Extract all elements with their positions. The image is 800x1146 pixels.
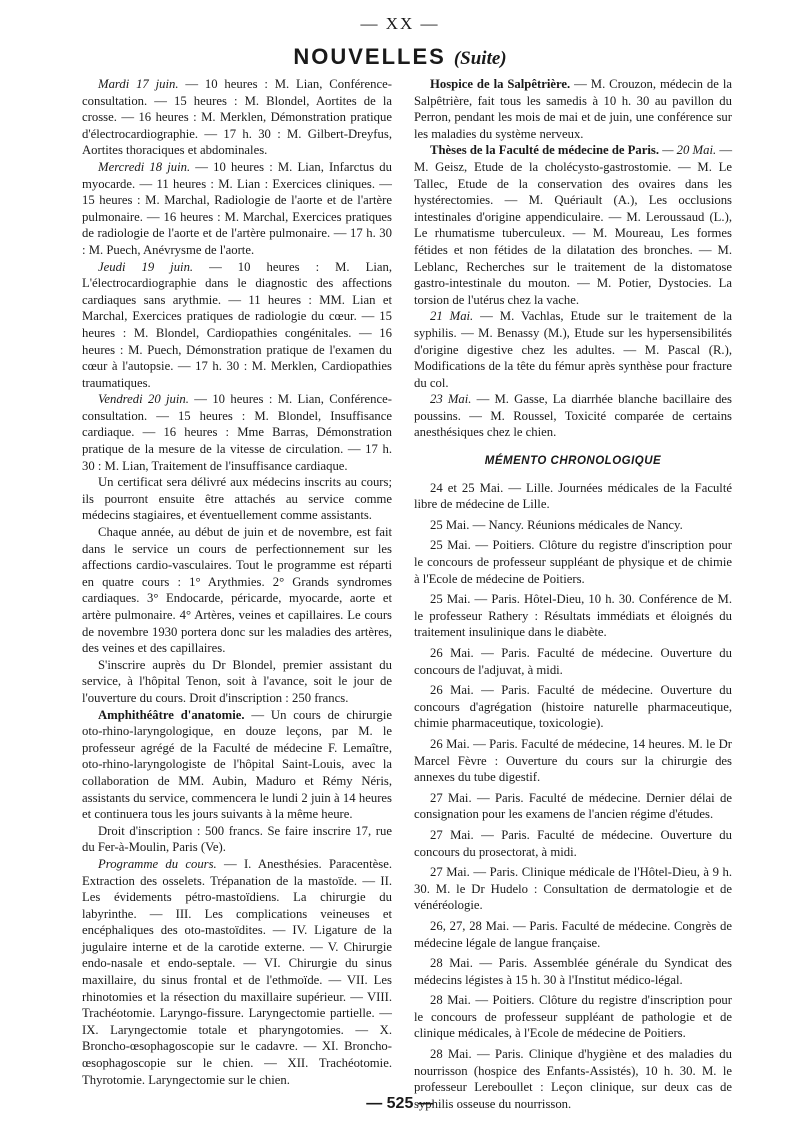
paragraph-text: — 10 heures : M. Lian, L'électrocardiographie dans le diagnostic des affections cardiaques sans arythmie. — 11 heures : MM. Lian et Marchal, Exercices pratiques de radiologie du cœur. — 15 heures : M. Blondel, Cardiopathies congénitales. — 16 heures : M. Puech, Démonstration pratique de l'examen du cœur à l'autopsie. — 17 h. 30 : M. Merklen, Cardiopathies traumatiques. — [82, 259, 393, 390]
memento-item: 26 Mai. — Paris. Faculté de médecine. Ouverture du concours d'agrégation (histoire naturelle pharmaceutique, chimie pharmaceutique, toxicologie). — [414, 683, 732, 731]
memento-item: 28 Mai. — Poitiers. Clôture du registre d'inscription pour le concours de professeur suppléant de pathologie et de clinique médicales, à l'Ecole de médecine de Poitiers. — [414, 993, 732, 1041]
paragraph-mardi — [82, 76, 392, 159]
page-number: — 525 — — [366, 1095, 434, 1112]
paragraph-droit: Droit d'inscription : 500 francs. Se faire inscrire 17, rue du Fer-à-Moulin, Paris (Ve). — [82, 823, 392, 855]
date-label: Vendredi 20 juin. — [98, 392, 189, 407]
paragraph-text: — M. Geisz, Etude de la cholécysto-gastrostomie. — M. Le Tallec, Etude de la conservation des ovaires dans les hystérectomies. — M. Quériault (A.), Les occlusions intestinales d'origine appendiculaire. — M. Leroussaud (L.), Le rhumatisme tuberculeux. — M. Moureau, Les formes fétides et non fétides de la dilatation des bronches. — M. Leblanc, Recherches sur le traitement de la distomatose gastro-intestinale du mouton. — M. Potier, Dystocies. La torsion de l'utérus chez la vache. — [414, 143, 732, 307]
memento-item: 24 et 25 Mai. — Lille. Journées médicales de la Faculté libre de médecine de Lille. — [414, 480, 732, 512]
memento-item: 28 Mai. — Paris. Clinique d'hygiène et des maladies du nourrisson (hospice des Enfants-Assistés), 10 h. 30. M. le professeur Lereboullet : Leçon clinique, sur deux cas de syphilis osseuse du nourrisson. — [414, 1047, 732, 1111]
section-heading: Thèses de la Faculté de médecine de Paris. — [430, 143, 660, 158]
paragraph-21-mai — [414, 308, 732, 391]
memento-heading: MÉMENTO CHRONOLOGIQUE — [484, 455, 662, 468]
paragraph-theses — [414, 142, 732, 308]
paragraph-vendredi — [82, 391, 392, 474]
section-title-text: NOUVELLES — [293, 44, 446, 69]
left-column — [82, 76, 392, 1088]
memento-item: 25 Mai. — Poitiers. Clôture du registre d'inscription pour le concours de professeur suppléant de physique et de chimie à l'Ecole de médecine de Poitiers. — [414, 538, 732, 586]
paragraph-jeudi — [82, 259, 392, 392]
right-column — [414, 76, 732, 1116]
paragraph-amphitheatre — [82, 707, 392, 823]
section-title-suffix: (Suite) — [453, 48, 507, 69]
paragraph-text: — I. Anesthésies. Paracentèse. Extraction des osselets. Trépanation de la mastoïde. — II. Les évidements pétro-mastoïdiens. La chirurgie du labyrinthe. — III. Les complications veineuses et encéphaliques des oto-mastoïdites. — IV. Ligature de la jugulaire interne et de la carotide externe. — V. Chirurgie endo-nasale et endo-septale. — VI. Chirurgie du sinus maxillaire, du sinus frontal et de l'ethmoïde. — VII. Les rhinotomies et la résection du maxillaire supérieur. — VIII. Trachéotomie. Laryngo-fissure. Laryngectomie partielle. — IX. Laryngectomie totale et pharyngotomies. — X. Broncho-œsophagoscopie sur le cadavre. — XI. Broncho-œsophagoscopie sur le chien. — XII. Trachéotomie. Thyrotomie. Laryngectomie sur le chien. — [82, 856, 392, 1087]
paragraph-text: — M. Vachlas, Etude sur le traitement de la syphilis. — M. Benassy (M.), Etude sur les hypersensibilités d'origine digestive chez les adultes. — M. Pascal (R.), Modifications de la tête du fémur après synthèse pour fracture du col. — [414, 309, 732, 390]
memento-item: 28 Mai. — Paris. Assemblée générale du Syndicat des médecins légistes à 15 h. 30 à l'Institut médico-légal. — [414, 956, 732, 987]
running-head: — XX — — [360, 14, 440, 33]
paragraph-text: — 10 heures : M. Lian, Conférence-consultation. — 15 heures : M. Blondel, Insuffisance cardiaque. — 16 heures : Mme Barras, Démonstration pratique de la mesure de la vitesse de circulation. — 17 h. 30 : M. Lian, Traitement de l'insuffisance cardiaque. — [82, 392, 392, 473]
memento-item: 27 Mai. — Paris. Clinique médicale de l'Hôtel-Dieu, à 9 h. 30. M. le Dr Hudelo : Consultation de dermatologie et de vénéréologie. — [414, 865, 732, 913]
memento-list — [414, 480, 732, 1113]
paragraph-hospice — [414, 76, 732, 142]
paragraph-text: — M. Crouzon, médecin de la Salpêtrière, fait tous les samedis à 10 h. 30 au pavillon du Perron, pendant les mois de mai et de juin, une conférence sur les maladies du système nerveux. — [414, 77, 732, 141]
paragraph-chaque-annee: Chaque année, au début de juin et de novembre, est fait dans le service un cours de perfectionnement sur les affections cardio-vasculaires. Tout le programme est réparti en quatre cours : 1° Arythmies. 2° Grands syndromes cardiaques. 3° Endocarde, péricarde, myocarde, aorte et artère pulmonaire. 4° Artères, veines et capillaires. Le cours de novembre 1930 portera donc sur les maladies des artères, des veines et des capillaires. — [82, 525, 392, 656]
memento-item: 27 Mai. — Paris. Faculté de médecine. Ouverture du concours du prosectorat, à midi. — [414, 827, 732, 859]
paragraph-text: — M. Gasse, La diarrhée blanche bacillaire des poussins. — M. Roussel, Toxicité comparée de certains anesthésiques chez le chien. — [414, 392, 732, 440]
date-label: — 20 Mai. — [659, 143, 717, 158]
date-label: Mardi 17 juin. — [98, 77, 179, 91]
paragraph-certificat: Un certificat sera délivré aux médecins inscrits au cours; ils pourront ensuite être attachés au service comme médecins stagiaires, et éventuellement comme assistants. — [82, 475, 392, 523]
memento-item: 26, 27, 28 Mai. — Paris. Faculté de médecine. Congrès de médecine légale de langue française. — [414, 918, 732, 950]
programme-label: Programme du cours. — [98, 856, 217, 871]
paragraph-text: — 10 heures : M. Lian, Conférence-consultation. — 15 heures : M. Blondel, Aortites de la crosse. — 16 heures : M. Merklen, Démonstration pratique d'électrocardiographie. — 17 h. 30 : M. Gilbert-Dreyfus, Aortites thoraciques et abdominales. — [82, 77, 392, 158]
date-label: Mercredi 18 juin. — [98, 159, 191, 174]
paragraph-text: — Un cours de chirurgie oto-rhino-laryngologique, en douze leçons, par M. le professeur agrégé de la Faculté de médecine F. Lemaître, oto-rhino-laryngologiste de l'hôpital Saint-Louis, avec la collaboration de MM. Aubin, Maduro et Rémy Néris, assistants du service, commencera le lundi 2 juin à 14 heures et continuera tous les jours suivants à la même heure. — [82, 707, 392, 822]
memento-item: 25 Mai. — Paris. Hôtel-Dieu, 10 h. 30. Conférence de M. le professeur Rathery : Résultats immédiats et éloignés du traitement insulinique dans le diabète. — [414, 592, 732, 640]
date-label: Jeudi 19 juin. — [98, 259, 194, 274]
memento-item: 26 Mai. — Paris. Faculté de médecine, 14 heures. M. le Dr Marcel Fèvre : Ouverture du cours sur la chirurgie des annexes du tube digestif. — [414, 736, 732, 785]
paragraph-23-mai — [414, 391, 732, 441]
memento-item: 27 Mai. — Paris. Faculté de médecine. Dernier délai de consignation pour les examens de l'ancien régime d'études. — [414, 790, 732, 822]
paragraph-mercredi — [82, 159, 392, 259]
date-label: 21 Mai. — [430, 309, 474, 324]
date-label: 23 Mai. — [430, 392, 472, 407]
section-title — [0, 44, 800, 70]
paragraph-text: — 10 heures : M. Lian, Infarctus du myocarde. — 11 heures : M. Lian : Exercices cliniques. — 15 heures : M. Marchal, Radiologie de l'aorte et de l'artère pulmonaire. — 16 heures : M. Marchal, Exercices pratiques de radiologie de l'aorte et de l'artère pulmonaire. — 17 h. 30 : M. Puech, Anévrysme de l'aorte. — [82, 159, 392, 257]
paragraph-programme — [82, 856, 392, 1088]
memento-item: 26 Mai. — Paris. Faculté de médecine. Ouverture du concours de l'adjuvat, à midi. — [414, 646, 732, 677]
paragraph-inscription: S'inscrire auprès du Dr Blondel, premier assistant du service, à l'hôpital Tenon, soit à l'avance, soit le jour de l'ouverture du cours. Droit d'inscription : 250 francs. — [82, 657, 392, 705]
section-heading: Hospice de la Salpêtrière. — [430, 77, 571, 91]
section-heading: Amphithéâtre d'anatomie. — [98, 707, 245, 722]
memento-item: 25 Mai. — Nancy. Réunions médicales de Nancy. — [430, 517, 683, 532]
